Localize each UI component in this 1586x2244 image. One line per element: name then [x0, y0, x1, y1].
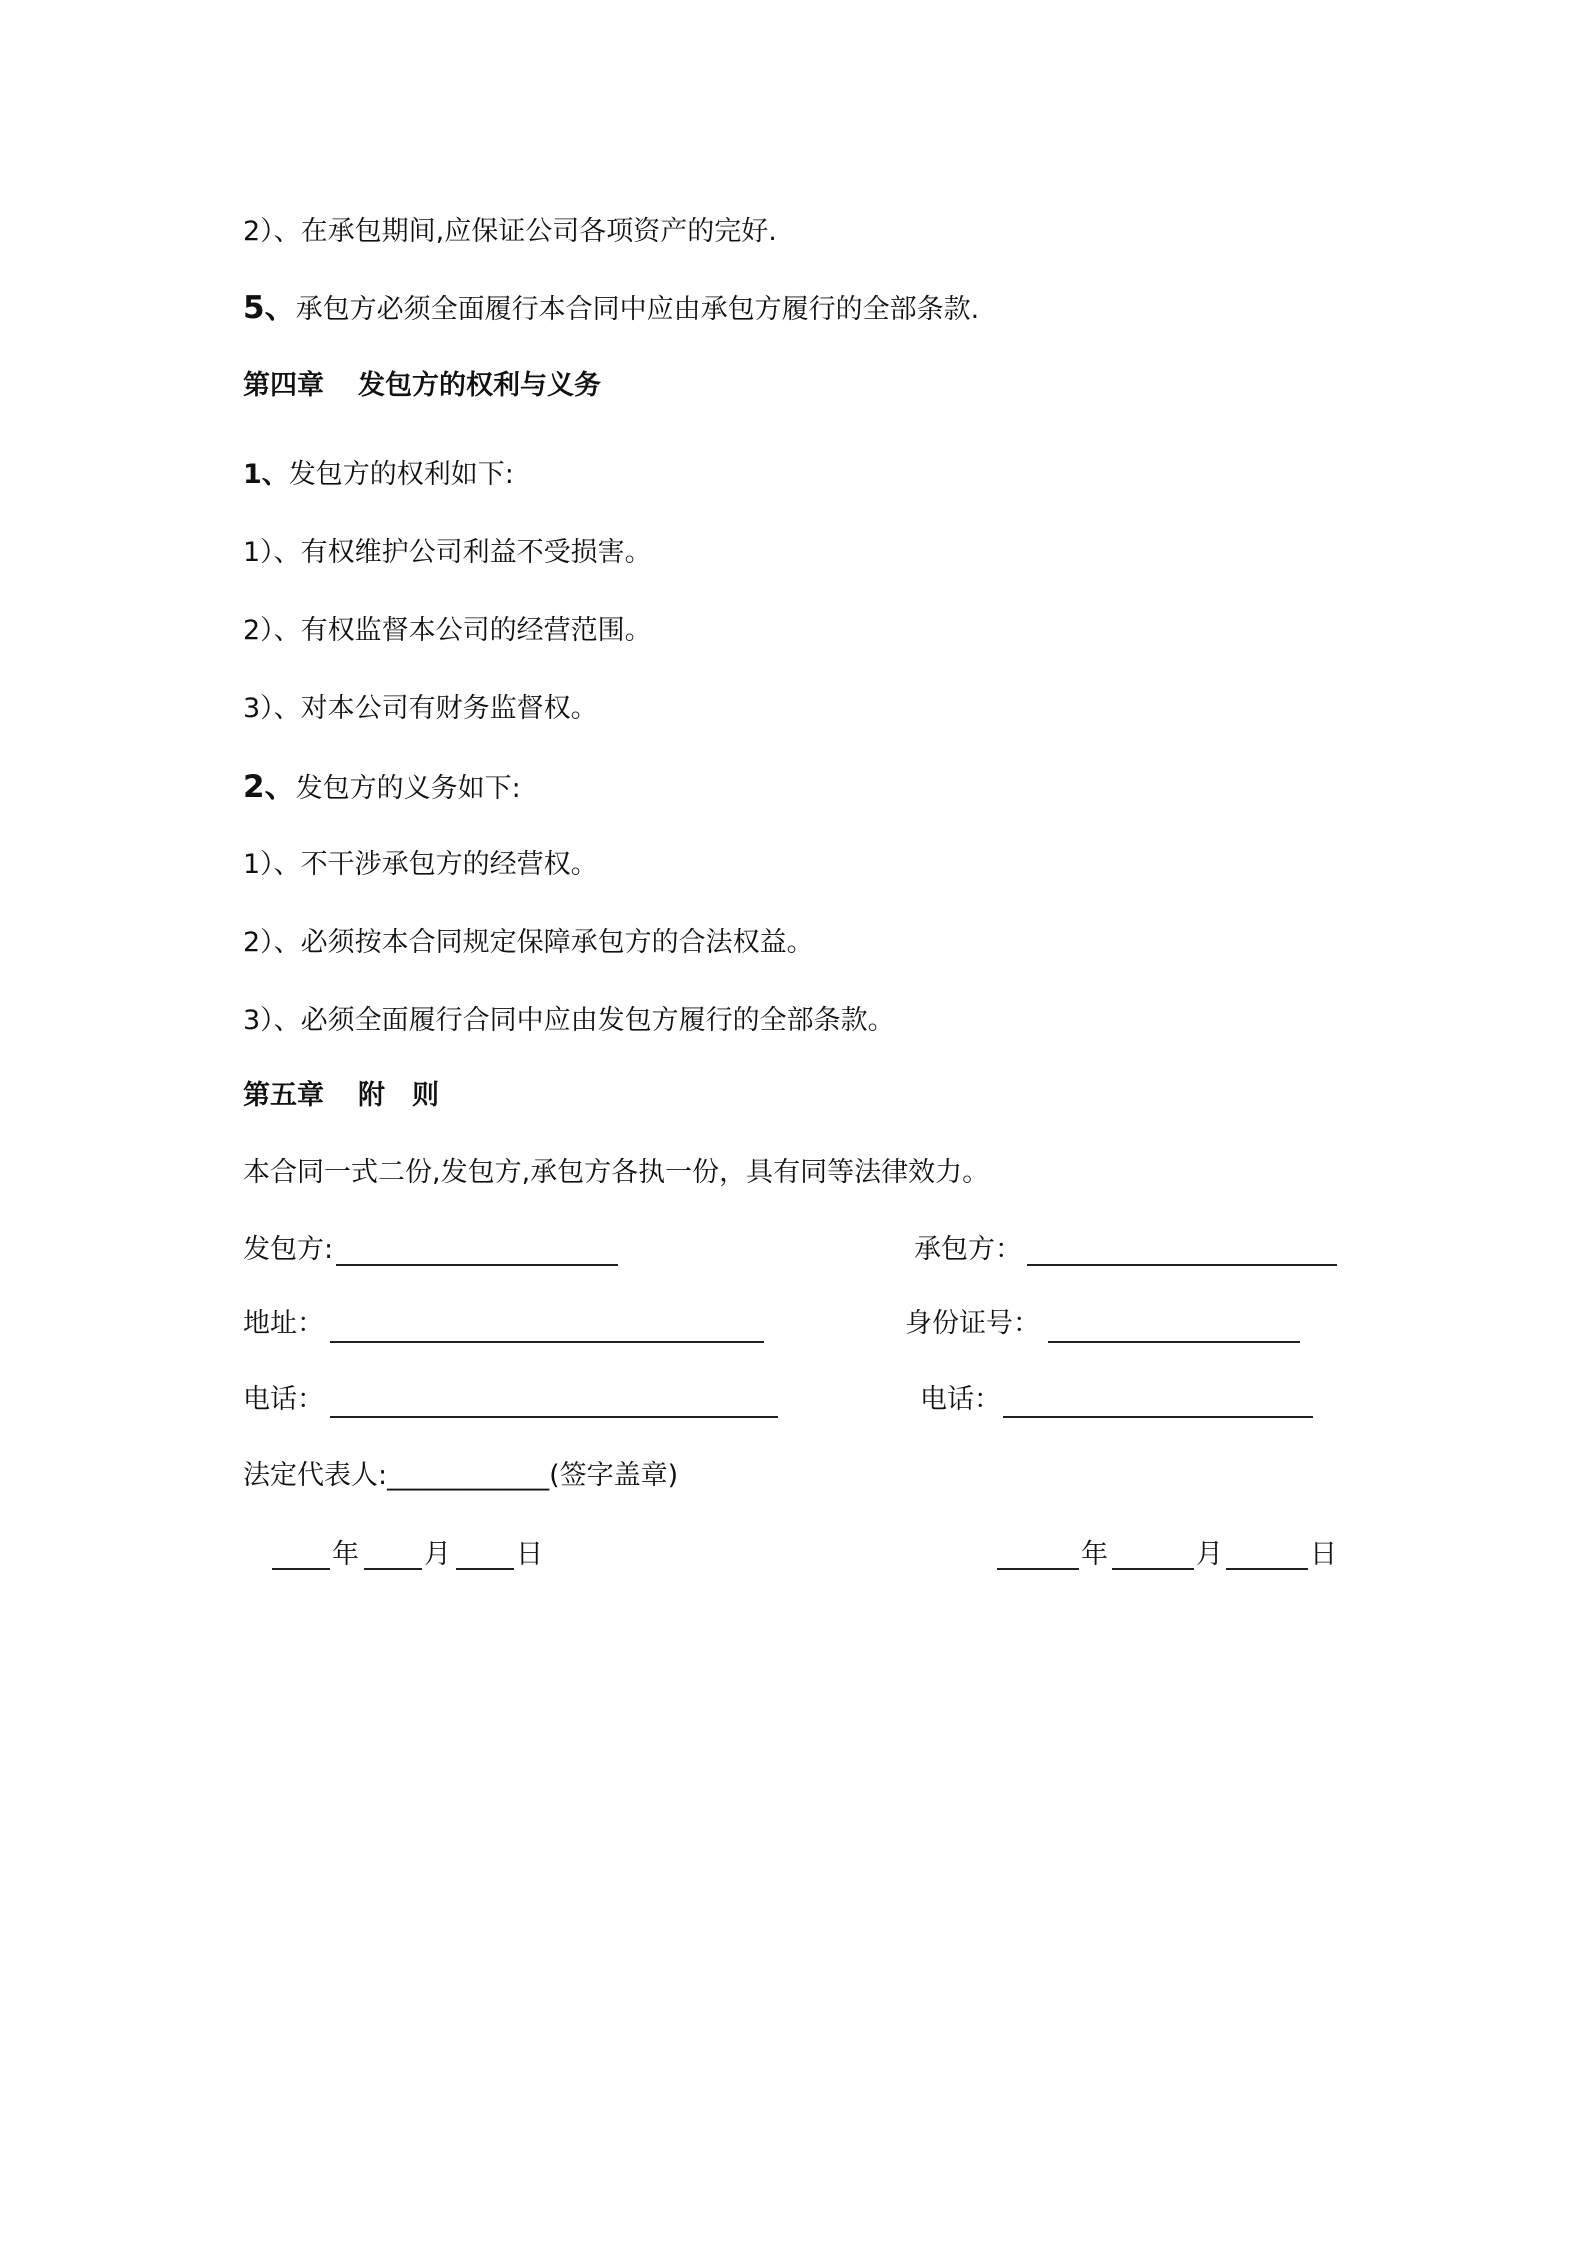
phone-right-label: 电话：: [920, 1384, 1001, 1415]
rights-item-2: 2）、有权监督本公司的经营范围。: [243, 615, 652, 646]
chapter-4-label: 第四章: [243, 370, 324, 401]
duties-heading: [243, 769, 521, 807]
rights-number: 1、: [243, 459, 289, 490]
duties-number: 2、: [243, 769, 296, 805]
date-left-day-label: 日: [516, 1539, 543, 1570]
chapter-5-text: 本合同一式二份,发包方,承包方各执一份，具有同等法律效力。: [243, 1157, 990, 1188]
date-left-day-blank[interactable]: [456, 1568, 514, 1570]
issuer-label: 发包方:: [243, 1234, 334, 1265]
rights-heading: [243, 457, 514, 493]
chapter-4-heading: [243, 368, 601, 404]
clause-asset-integrity: 2）、在承包期间,应保证公司各项资产的完好.: [243, 216, 777, 247]
chapter-5-heading: [243, 1078, 439, 1114]
rights-item-3: 3）、对本公司有财务监督权。: [243, 693, 598, 724]
clause-5-text: 承包方必须全面履行本合同中应由承包方履行的全部条款.: [295, 294, 980, 325]
phone-left-label: 电话：: [243, 1384, 324, 1415]
date-right-month-label: 月: [1196, 1539, 1223, 1570]
duties-item-1: 1）、不干涉承包方的经营权。: [243, 849, 598, 880]
duties-title: 发包方的义务如下:: [295, 773, 521, 804]
contractor-label: 承包方：: [914, 1234, 1022, 1265]
date-right-month-blank[interactable]: [1112, 1568, 1194, 1570]
issuer-blank[interactable]: [336, 1264, 618, 1266]
date-right-year-label: 年: [1081, 1539, 1108, 1570]
rights-item-1: 1）、有权维护公司利益不受损害。: [243, 537, 652, 568]
id-number-label: 身份证号：: [905, 1308, 1040, 1339]
date-right-year-blank[interactable]: [997, 1568, 1079, 1570]
clause-5-number: 5、: [243, 290, 296, 326]
chapter-5-label: 第五章: [243, 1080, 324, 1111]
id-number-blank[interactable]: [1048, 1341, 1300, 1343]
address-label: 地址：: [243, 1308, 324, 1339]
address-blank[interactable]: [330, 1341, 764, 1343]
date-right-day-blank[interactable]: [1226, 1568, 1308, 1570]
phone-left-blank[interactable]: [330, 1416, 778, 1418]
phone-right-blank[interactable]: [1003, 1416, 1313, 1418]
duties-item-2: 2）、必须按本合同规定保障承包方的合法权益。: [243, 927, 814, 958]
duties-item-3: 3）、必须全面履行合同中应由发包方履行的全部条款。: [243, 1005, 895, 1036]
rights-title: 发包方的权利如下:: [288, 459, 514, 490]
date-left-month-blank[interactable]: [364, 1568, 422, 1570]
date-left-year-blank[interactable]: [272, 1568, 330, 1570]
date-left-month-label: 月: [424, 1539, 451, 1570]
date-right-day-label: 日: [1310, 1539, 1337, 1570]
contractor-blank[interactable]: [1027, 1264, 1337, 1266]
legal-representative-line: 法定代表人:____________(签字盖章): [243, 1460, 679, 1491]
chapter-4-title: 发包方的权利与义务: [358, 370, 601, 401]
date-left-year-label: 年: [332, 1539, 359, 1570]
chapter-5-title: 附 则: [358, 1080, 439, 1111]
clause-5: [243, 290, 979, 328]
